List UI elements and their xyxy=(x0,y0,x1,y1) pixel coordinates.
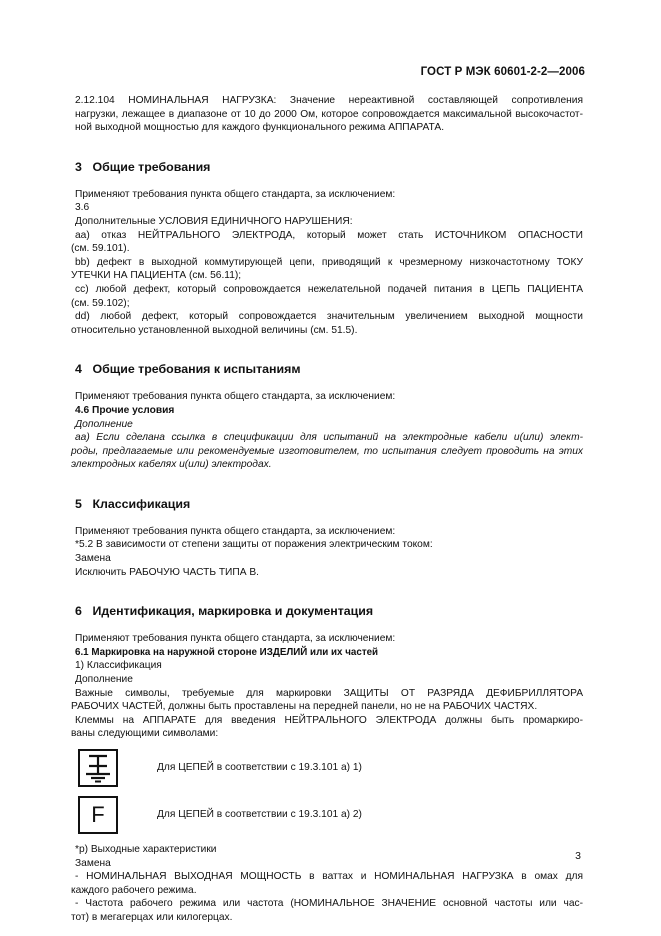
subclause-heading: 4.6 Прочие условия xyxy=(75,404,175,416)
section-5-heading xyxy=(75,497,583,512)
text-line: нагрузки, лежащее в диапазоне от 10 до 2000 Ом, которое сопровождается максимальной высокочастот- xyxy=(75,108,583,120)
section-6-body xyxy=(71,632,583,924)
text-line: Применяют требования пункта общего стандарта, за исключением: xyxy=(75,391,396,403)
symbol-row-2 xyxy=(75,792,583,837)
section-6-heading xyxy=(75,604,583,619)
neutral-electrode-earthed-symbol-icon xyxy=(78,749,118,787)
text-line: сс) любой дефект, который сопровождается нежелательной подачей питания в ЦЕПЬ ПАЦИЕНТА xyxy=(75,283,583,295)
section-title: Общие требования xyxy=(92,159,211,174)
text-line: ваны следующими символами: xyxy=(71,728,219,740)
text-line: 1) Классификация xyxy=(75,660,162,672)
section-title: Классификация xyxy=(92,496,191,511)
text-line: - Частота рабочего режима или частота (НОМИНАЛЬНОЕ ЗНАЧЕНИЕ основной частоты или час- xyxy=(75,898,583,910)
text-line: 2.12.104 НОМИНАЛЬНАЯ НАГРУЗКА: Значение нереактивной составляющей сопротивления xyxy=(75,95,583,106)
text-line: Дополнение xyxy=(75,418,133,430)
section-4-heading xyxy=(75,362,583,377)
text-line: относительно установленной выходной величины (см. 51.5). xyxy=(71,324,358,336)
section-5-body xyxy=(75,525,583,579)
text-line: (см. 59.101). xyxy=(71,243,130,255)
text-line: Применяют требования пункта общего стандарта, за исключением: xyxy=(75,188,396,200)
text-line: dd) любой дефект, который сопровождается значительным увеличением выходной мощности xyxy=(75,311,583,323)
text-line: Дополнение xyxy=(75,674,133,686)
text-line: аа) отказ НЕЙТРАЛЬНОГО ЭЛЕКТРОДА, который может стать ИСТОЧНИКОМ ОПАСНОСТИ xyxy=(75,229,583,241)
symbol-caption: Для ЦЕПЕЙ в соответствии с 19.3.101 а) 1) xyxy=(157,761,362,773)
section-3-body xyxy=(71,188,583,338)
text-line: Замена xyxy=(75,553,111,565)
text-line: *р) Выходные характеристики xyxy=(75,844,217,855)
clause-2-12-104 xyxy=(75,94,583,135)
text-line: Замена xyxy=(75,857,111,869)
section-title: Идентификация, маркировка и документация xyxy=(92,604,374,619)
section-number: 6 xyxy=(75,604,82,619)
symbol-letter: F xyxy=(91,801,105,827)
text-line: ной выходной мощностью для каждого функционального режима АППАРАТА. xyxy=(75,122,445,134)
symbol-row-1 xyxy=(75,745,583,790)
text-line: bb) дефект в выходной коммутирующей цепи, приводящий к чрезмерному низкочастотному ТОКУ xyxy=(75,256,583,268)
text-line: электродных кабелях и(или) электродах. xyxy=(71,459,272,471)
text-line: Важные символы, требуемые для маркировки ЗАЩИТЫ ОТ РАЗРЯДА ДЕФИБРИЛЛЯТОРА xyxy=(75,687,583,699)
text-line: УТЕЧКИ НА ПАЦИЕНТА (см. 56.11); xyxy=(71,270,242,282)
floating-symbol-icon xyxy=(78,796,118,834)
text-line: РАБОЧИХ ЧАСТЕЙ, должны быть проставлены на передней панели, но не на РАБОЧИХ ЧАСТЯХ. xyxy=(71,701,538,713)
text-line: аа) Если сделана ссылка в спецификации для испытаний на электродные кабели и(или) элект- xyxy=(75,432,583,444)
standard-header: ГОСТ Р МЭК 60601-2-2—2006 xyxy=(420,66,585,78)
text-line: каждого рабочего режима. xyxy=(71,884,197,896)
text-line: тот) в мегагерцах или килогерцах. xyxy=(71,911,233,923)
text-line: 3.6 xyxy=(75,202,90,214)
document-body xyxy=(71,94,583,925)
text-line: *5.2 В зависимости от степени защиты от поражения электрическим током: xyxy=(75,539,433,551)
section-title: Общие требования к испытаниям xyxy=(92,362,301,377)
subclause-heading: 6.1 Маркировка на наружной стороне ИЗДЕЛИЙ или их частей xyxy=(75,646,379,658)
text-line: Применяют требования пункта общего стандарта, за исключением: xyxy=(75,525,396,537)
text-line: Исключить РАБОЧУЮ ЧАСТЬ ТИПА В. xyxy=(75,566,259,578)
text-line: роды, предлагаемые или рекомендуемые изготовителем, то испытания следует проводить на этих xyxy=(71,445,583,457)
page-number: 3 xyxy=(575,850,581,862)
section-3-heading xyxy=(75,160,583,175)
section-number: 4 xyxy=(75,362,82,377)
section-number: 3 xyxy=(75,159,82,174)
text-line: Применяют требования пункта общего стандарта, за исключением: xyxy=(75,633,396,645)
text-line: Клеммы на АППАРАТЕ для введения НЕЙТРАЛЬНОГО ЭЛЕКТРОДА должны быть промаркиро- xyxy=(75,714,583,726)
symbol-caption: Для ЦЕПЕЙ в соответствии с 19.3.101 а) 2) xyxy=(157,808,362,820)
section-number: 5 xyxy=(75,496,82,511)
section-4-body xyxy=(71,390,583,472)
text-line: - НОМИНАЛЬНАЯ ВЫХОДНАЯ МОЩНОСТЬ в ваттах и НОМИНАЛЬНАЯ НАГРУЗКА в омах для xyxy=(75,871,583,883)
text-line: (см. 59.102); xyxy=(71,297,130,309)
text-line: Дополнительные УСЛОВИЯ ЕДИНИЧНОГО НАРУШЕНИЯ: xyxy=(75,215,353,227)
